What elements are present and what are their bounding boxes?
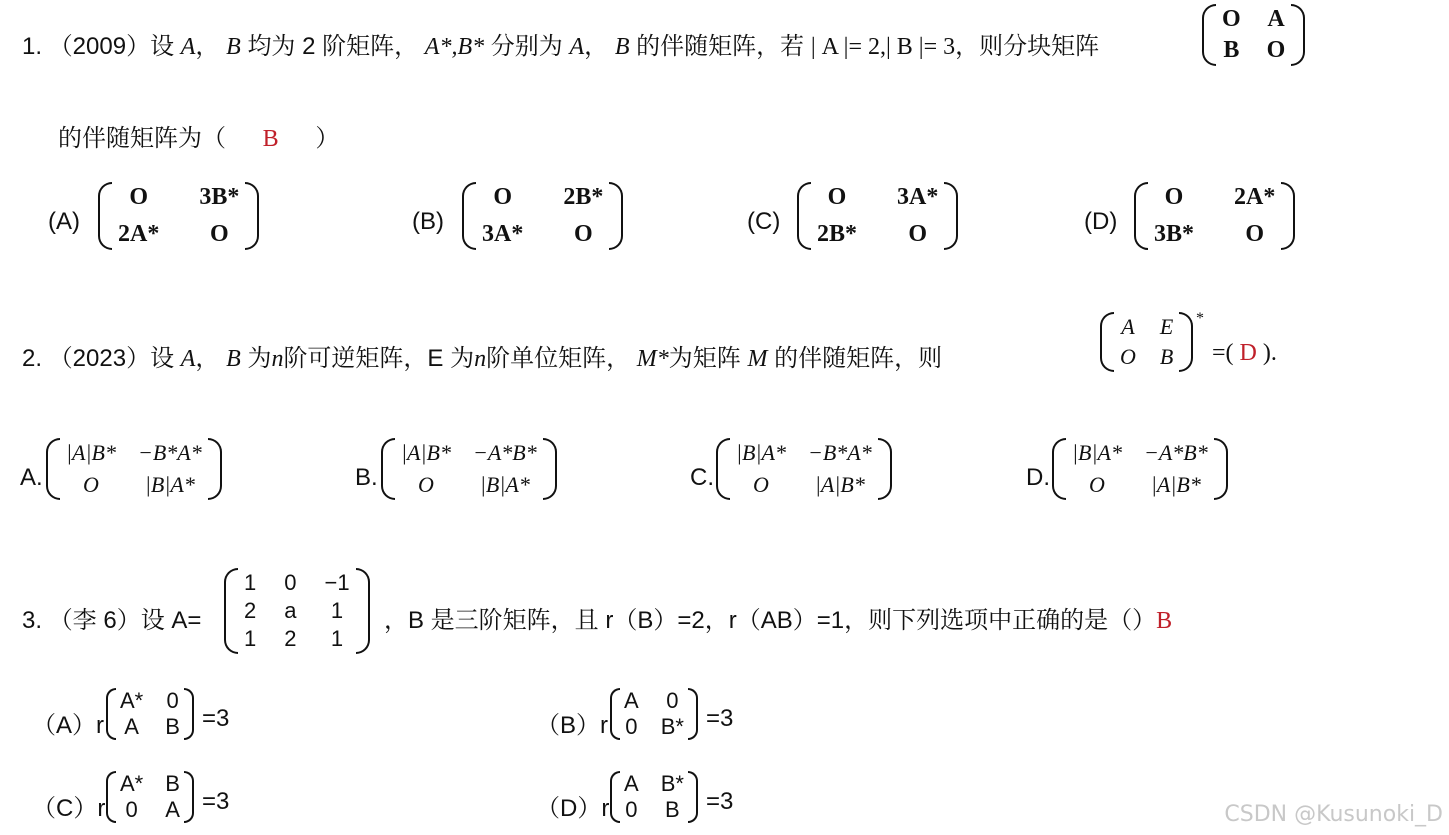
q3-stem-a [22,600,201,635]
q2-n: n [271,346,284,372]
q3-matrix [224,568,370,654]
q2-stem-a: （2023）设 [48,345,175,372]
matrix-cell: |B|A* [736,440,786,465]
matrix-cell: 0 [625,714,638,739]
matrix-cell: |B|A* [144,472,195,497]
q1-line2 [58,118,339,153]
matrix-cell: 0 [625,797,638,822]
q1-stem-b: 均为 2 阶矩阵， [247,33,419,60]
q1-stem-d: 的伴随矩阵，若 [636,33,805,60]
q3-option-b-matrix [610,688,698,740]
q2-comma: ， [195,345,220,372]
q1-var-b2: B [614,34,630,60]
q1-option-a-label[interactable]: (A) [48,208,80,235]
q2-number: 2. [22,345,43,372]
matrix-cell: O [574,221,593,247]
q1-number: 1. [22,33,43,60]
matrix-cell: O [1266,37,1286,63]
q1-line2-text: 的伴随矩阵为（ [58,125,226,152]
q2-stem-e: 为矩阵 [668,345,741,372]
q3-option-d-tail: =3 [706,788,734,815]
q3-stem-b-text: ，B 是三阶矩阵，且 r（B）=2，r（AB）=1，则下列选项中正确的是（） [384,607,1157,634]
matrix-cell: 3B* [199,184,240,210]
matrix-cell: 2B* [563,184,604,210]
q3-option-c-matrix [106,771,194,823]
q1-var-a2: A [569,34,585,60]
q3-answer: B [1156,608,1173,634]
matrix-cell: A* [120,771,144,796]
matrix-cell: B [1223,37,1240,63]
q1-stem [22,26,1099,61]
matrix-cell: B [165,714,180,739]
q1-stem-a: （2009）设 [48,33,175,60]
matrix-cell: B [1159,344,1174,369]
matrix-cell: −A*B* [1143,440,1208,465]
watermark: CSDN @Kusunoki_D [1224,802,1443,827]
q2-option-b-matrix [381,438,557,500]
q1-close: ） [315,125,340,152]
matrix-cell: O [1120,344,1136,369]
matrix-cell: 2 [284,626,297,651]
matrix-cell: B [664,797,680,822]
q3-option-a-label[interactable]: （A）r [32,712,104,739]
q2-option-c-matrix [716,438,892,500]
matrix-cell: 3A* [482,221,524,247]
matrix-cell: 0 [666,688,679,713]
q1-adjoints: A*,B* [424,34,485,60]
matrix-cell: 1 [330,598,344,623]
matrix-cell: |A|B* [814,472,865,497]
q2-var-b: B [226,346,241,372]
q1-var-b: B [226,34,241,60]
matrix-cell: A [624,688,639,713]
q1-stem-c: 分别为 [490,33,563,60]
matrix-cell: |A|B* [1150,472,1201,497]
matrix-cell: E [1159,314,1174,339]
matrix-cell: O [908,221,928,247]
q2-option-a-label[interactable]: A. [20,464,43,491]
matrix-cell: −A*B* [472,440,537,465]
matrix-cell: 2B* [817,221,858,247]
q2-block-matrix [1100,312,1193,372]
matrix-cell: 0 [284,570,297,595]
q2-n2: n [474,346,487,372]
q1-option-c-label[interactable]: (C) [747,208,781,235]
matrix-cell: A [1267,6,1285,32]
q1-option-a-matrix [98,182,259,250]
matrix-cell: O [1089,472,1105,497]
matrix-cell: 3A* [897,184,939,210]
matrix-cell: |A|B* [66,440,116,465]
matrix-cell: A [165,797,180,822]
q1-comma2: ， [584,33,609,60]
matrix-cell: 2A* [1234,184,1276,210]
matrix-cell: B* [660,714,684,739]
matrix-cell: B* [660,771,684,796]
matrix-cell: −1 [324,570,350,595]
matrix-cell: A [1121,314,1135,339]
q3-option-b-tail: =3 [706,705,734,732]
q3-option-a-tail: =3 [202,705,230,732]
q2-stem-c: 阶可逆矩阵，E 为 [283,345,475,372]
q3-option-c-tail: =3 [202,788,230,815]
matrix-cell: O [753,472,769,497]
matrix-cell: O [418,472,434,497]
matrix-cell: a [284,598,297,623]
matrix-cell: 1 [330,626,344,651]
q2-option-a-matrix [46,438,222,500]
q1-option-d-matrix [1134,182,1295,250]
q2-option-d-matrix [1052,438,1228,500]
q1-condition: | A |= 2,| B |= 3 [810,34,956,60]
q2-option-c-label[interactable]: C. [690,464,714,491]
q3-stem-b [384,600,1172,635]
q3-option-c-label[interactable]: （C）r [32,795,106,822]
matrix-cell: O [1164,184,1184,210]
q1-option-c-matrix [797,182,958,250]
matrix-cell: O [210,221,229,247]
q1-answer: B [262,126,279,152]
q1-option-d-label[interactable]: (D) [1084,208,1118,235]
q2-star: * [1196,310,1204,327]
q2-stem-f: 的伴随矩阵，则 [774,345,943,372]
q1-var-a: A [180,34,196,60]
matrix-cell: 2 [244,598,257,623]
q2-eq: =( [1212,340,1234,366]
q1-block-matrix [1202,4,1305,66]
q2-mstar: M* [636,346,669,372]
matrix-cell: A* [120,688,144,713]
matrix-cell: A [124,714,139,739]
matrix-cell: O [1245,221,1265,247]
q2-option-d-label[interactable]: D. [1026,464,1050,491]
matrix-cell: 0 [125,797,138,822]
q1-option-b-matrix [462,182,623,250]
matrix-cell: A [624,771,639,796]
matrix-cell: 3B* [1154,221,1195,247]
q1-comma: ， [195,33,220,60]
q3-option-a-matrix [106,688,194,740]
matrix-cell: 1 [244,626,257,651]
q2-stem [22,338,942,373]
q2-option-b-label[interactable]: B. [355,464,378,491]
q2-answer: D [1239,340,1257,366]
q1-stem-e: ，则分块矩阵 [955,33,1100,60]
q2-close: ). [1262,340,1277,366]
q3-option-b-label[interactable]: （B）r [536,712,608,739]
matrix-cell: B [165,771,180,796]
matrix-cell: −B*A* [807,440,872,465]
matrix-cell: 0 [166,688,179,713]
matrix-cell: 1 [244,570,257,595]
matrix-cell: O [129,184,148,210]
q2-stem-d: 阶单位矩阵， [486,345,631,372]
q2-stem-b: 为 [247,345,272,372]
q3-stem-a-text: （李 6）设 A= [48,607,202,634]
matrix-cell: O [1222,6,1241,32]
matrix-cell: |B|A* [1072,440,1122,465]
q1-option-b-label[interactable]: (B) [412,208,444,235]
q3-option-d-label[interactable]: （D）r [536,795,610,822]
q3-number: 3. [22,607,43,634]
matrix-cell: |A|B* [401,440,451,465]
q3-option-d-matrix [610,771,698,823]
matrix-cell: |B|A* [479,472,530,497]
q2-m: M [747,346,768,372]
q2-equals [1212,340,1277,367]
q2-var-a: A [180,346,196,372]
matrix-cell: O [83,472,99,497]
matrix-cell: O [493,184,512,210]
matrix-cell: 2A* [118,221,160,247]
matrix-cell: −B*A* [137,440,202,465]
matrix-cell: O [827,184,847,210]
